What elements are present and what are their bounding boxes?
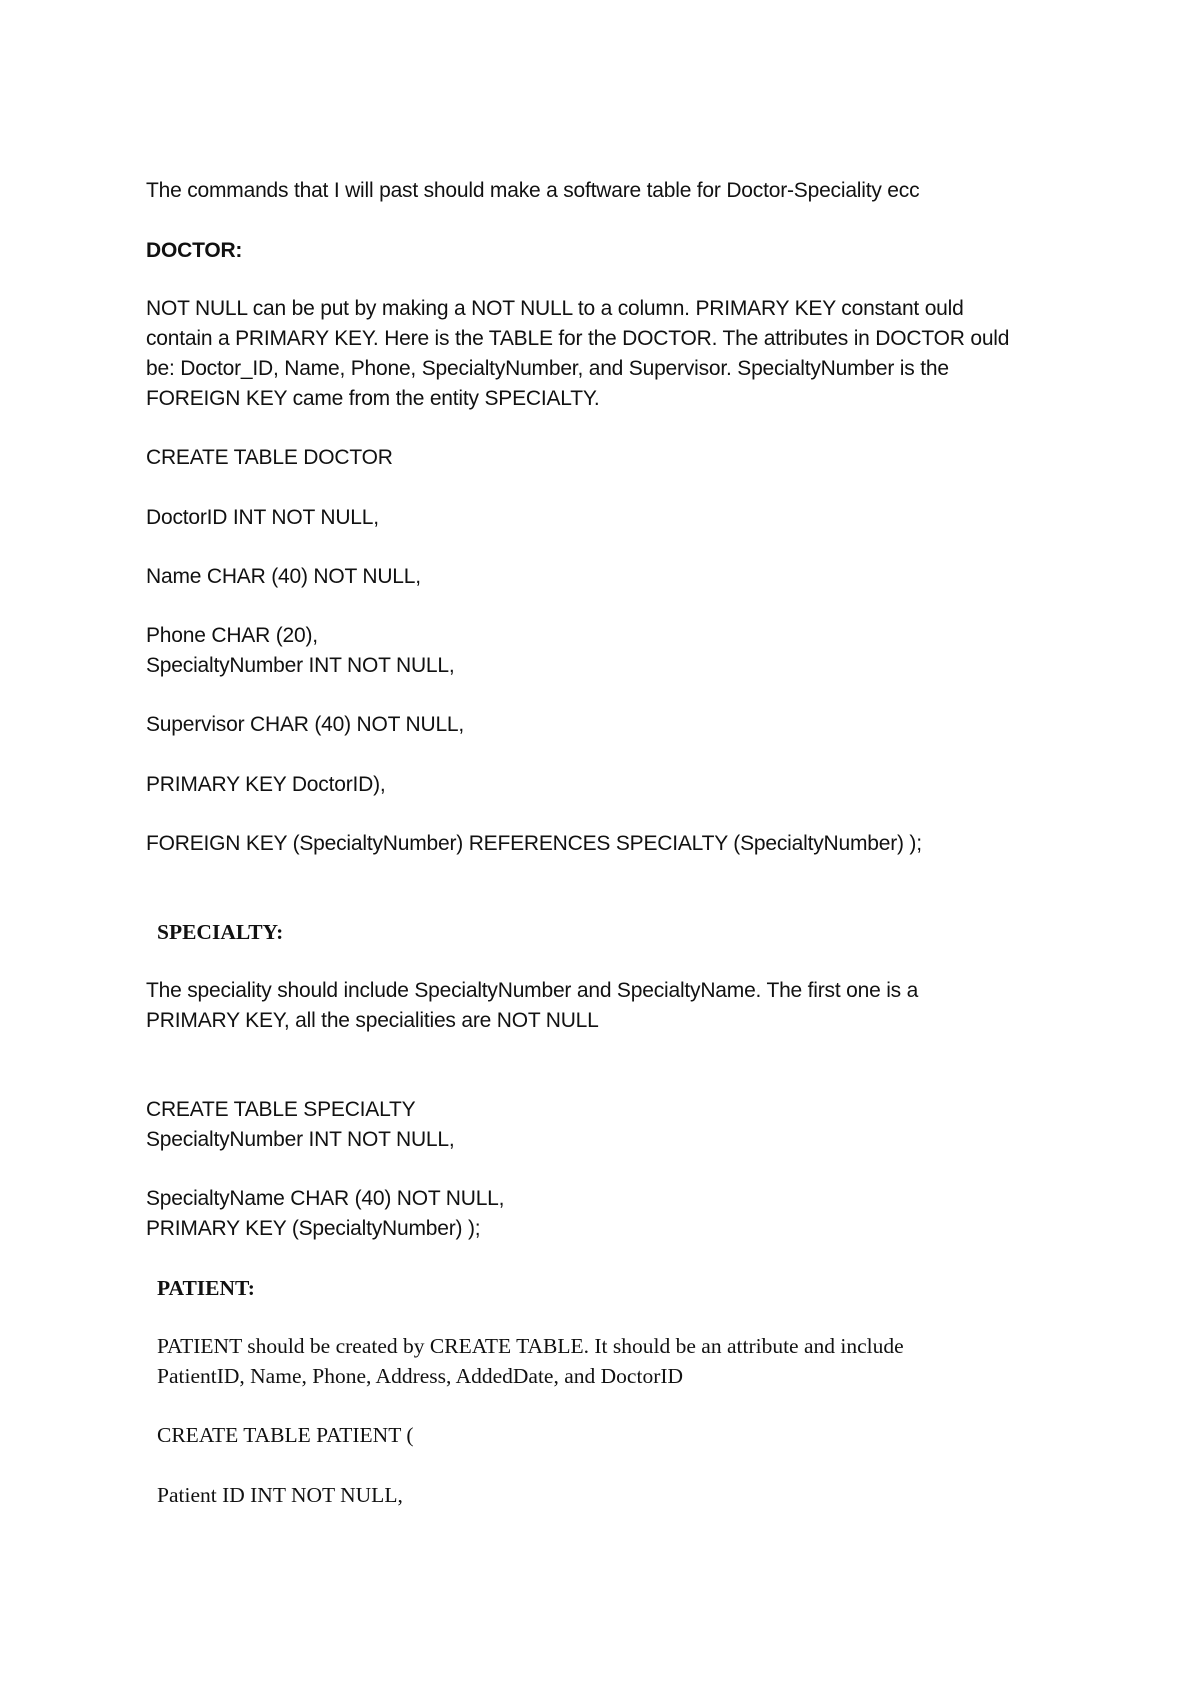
doctor-code-line: FOREIGN KEY (SpecialtyNumber) REFERENCES SPECIALTY (SpecialtyNumber) ); [146,832,922,855]
patient-code-line: Patient ID INT NOT NULL, [157,1483,403,1507]
specialty-desc-line: The speciality should include SpecialtyNumber and SpecialtyName. The first one is a [146,979,919,1002]
specialty-code-line: CREATE TABLE SPECIALTY [146,1098,416,1121]
specialty-heading: SPECIALTY: [157,920,284,944]
doctor-code-line: DoctorID INT NOT NULL, [146,506,379,529]
doctor-desc-line: be: Doctor_ID, Name, Phone, SpecialtyNumber, and Supervisor. SpecialtyNumber is the [146,357,949,380]
doctor-desc-line: NOT NULL can be put by making a NOT NULL to a column. PRIMARY KEY constant ould [146,297,964,320]
doctor-code-line: Phone CHAR (20), [146,624,318,647]
doctor-code-line: Name CHAR (40) NOT NULL, [146,565,421,588]
patient-heading: PATIENT: [157,1276,255,1300]
doctor-heading: DOCTOR: [146,239,243,262]
doctor-desc-line: contain a PRIMARY KEY. Here is the TABLE for the DOCTOR. The attributes in DOCTOR ould [146,327,1010,350]
doctor-code-line: CREATE TABLE DOCTOR [146,446,393,469]
intro-text: The commands that I will past should make a software table for Doctor-Speciality ecc [146,179,920,202]
specialty-code-line: SpecialtyNumber INT NOT NULL, [146,1128,455,1151]
specialty-code-line: PRIMARY KEY (SpecialtyNumber) ); [146,1217,481,1240]
doctor-code-line: PRIMARY KEY DoctorID), [146,773,386,796]
specialty-code-line: SpecialtyName CHAR (40) NOT NULL, [146,1187,505,1210]
specialty-desc-line: PRIMARY KEY, all the specialities are NOT NULL [146,1009,599,1032]
patient-code-line: CREATE TABLE PATIENT ( [157,1423,414,1447]
doctor-code-line: Supervisor CHAR (40) NOT NULL, [146,713,465,736]
patient-desc-line: PATIENT should be created by CREATE TABLE. It should be an attribute and include [157,1334,904,1358]
doctor-desc-line: FOREIGN KEY came from the entity SPECIALTY. [146,387,600,410]
doctor-code-line: SpecialtyNumber INT NOT NULL, [146,654,455,677]
patient-desc-line: PatientID, Name, Phone, Address, AddedDate, and DoctorID [157,1364,684,1388]
